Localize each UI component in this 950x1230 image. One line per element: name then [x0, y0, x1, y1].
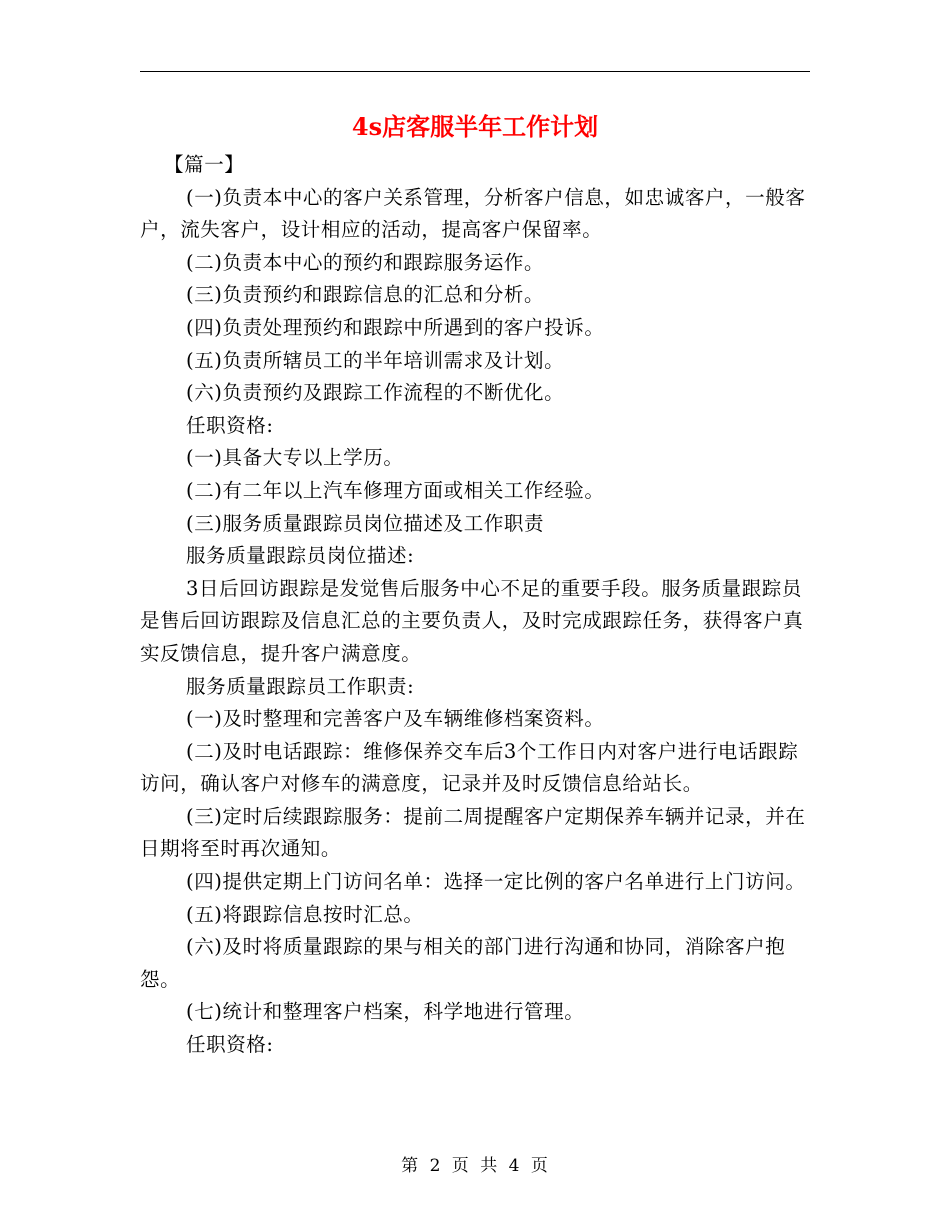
paragraph: (一)及时整理和完善客户及车辆维修档案资料。	[186, 707, 605, 731]
document-body	[140, 149, 810, 1062]
paragraph: (四)负责处理预约和跟踪中所遇到的客户投诉。	[186, 315, 605, 339]
paragraph: (一)负责本中心的客户关系管理，分析客户信息，如忠诚客户，一般客户，流失客户，设计相应的活动，提高客户保留率。	[140, 185, 806, 242]
paragraph: 3日后回访跟踪是发觉售后服务中心不足的重要手段。服务质量跟踪员是售后回访跟踪及信息汇总的主要负责人，及时完成跟踪任务，获得客户真实反馈信息，提升客户满意度。	[140, 576, 804, 665]
paragraph: (六)及时将质量跟踪的果与相关的部门进行沟通和协同，消除客户抱怨。	[140, 935, 786, 991]
paragraph: (三)服务质量跟踪员岗位描述及工作职责	[186, 511, 545, 535]
paragraph: (四)提供定期上门访问名单：选择一定比例的客户名单进行上门访问。	[186, 870, 806, 894]
paragraph: (三)负责预约和跟踪信息的汇总和分析。	[186, 283, 545, 307]
paragraph: 服务质量跟踪员岗位描述:	[186, 544, 415, 568]
paragraph: 任职资格:	[186, 1033, 274, 1057]
paragraph: 任职资格:	[186, 413, 274, 437]
page-number-footer: 第 2 页 共 4 页	[401, 1156, 549, 1176]
paragraph: (二)有二年以上汽车修理方面或相关工作经验。	[186, 478, 605, 502]
paragraph: (三)定时后续跟踪服务：提前二周提醒客户定期保养车辆并记录，并在日期将至时再次通知。	[140, 804, 806, 861]
section-header: 【篇一】	[164, 153, 245, 176]
paragraph: (二)及时电话跟踪：维修保养交车后3个工作日内对客户进行电话跟踪访问，确认客户对修车的满意度，记录并及时反馈信息给站长。	[140, 739, 799, 796]
paragraph: (二)负责本中心的预约和跟踪服务运作。	[186, 250, 545, 274]
paragraph: (一)具备大专以上学历。	[186, 446, 404, 470]
document-title: 4s店客服半年工作计划	[351, 112, 599, 141]
header-rule	[140, 71, 810, 72]
paragraph: (七)统计和整理客户档案，科学地进行管理。	[186, 1000, 585, 1024]
paragraph: 服务质量跟踪员工作职责:	[186, 674, 415, 698]
paragraph: (六)负责预约及跟踪工作流程的不断优化。	[186, 381, 565, 405]
paragraph: (五)负责所辖员工的半年培训需求及计划。	[186, 348, 565, 372]
paragraph: (五)将跟踪信息按时汇总。	[186, 902, 424, 926]
